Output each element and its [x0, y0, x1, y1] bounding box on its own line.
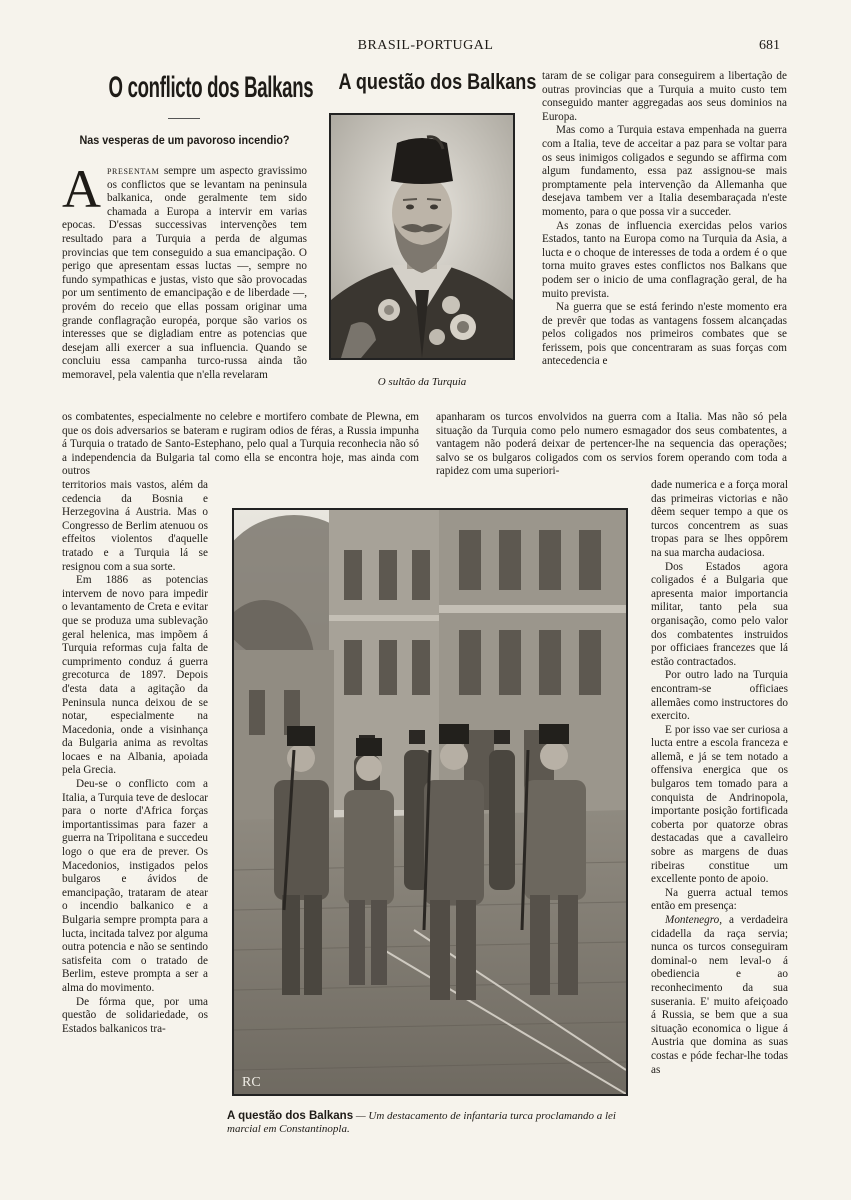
paragraph: Deu-se o conflicto com a Italia, a Turquia teve de deslocar para o norte d'Africa forças importantissimas para fazer a guerra na Tripolitana e succedeu logo o que era de prever. Os Macedonios, instigados pelos bulgaros e ávidos de emancipação, trataram de atear o incendio balkanico e a Bulgaria sempre prompta para a lucta, incitada talvez por alguma outra potencia e não se sentindo satisfeita com o tratado de Berlim, esteve prompta a ser a alma do movimento.	[62, 778, 209, 994]
article-right-narrow	[651, 479, 788, 1077]
paragraph	[651, 914, 788, 1077]
paragraph: As zonas de influencia exercidas pelos varios Estados, tanto na Europa como na Turquia da Asia, a lucta e o choque de interesses de toda a ordem é o que torna muito graves estes conflictos nos Balkans que podem ser o inicio de uma conflagração geral, de ha muito prevista.	[542, 219, 787, 300]
paragraph	[62, 159, 307, 383]
photo-caption-text: — Um destacamento de infantaria turca proclamando a lei marcial em Constantinopla.	[227, 1110, 616, 1135]
sultan-portrait-photo	[329, 113, 515, 360]
paragraph-continuation: dade numerica e a força moral das primeiras victorias e não dêem sequer tempo a que os turcos concentrem as suas tropas para se lhes oppôrem na sua marcha audaciosa.	[651, 479, 788, 559]
paragraph: E por isso vae ser curiosa a lucta entre a escola franceza e allemã, e já se tem notado a offensiva energica que os bulgaros tem tomado para a conquista de Andrinopola, importante posição fortificada coberta por quatorze obras destacadas que a cavalleiro sobre as margens de duas ribeiras constitue um excellente ponto de apoio.	[651, 723, 788, 886]
paragraph-continuation: taram de se coligar para conseguirem a libertação de outras provincias que a Turquia a muito custo tem conseguido manter aggregadas aos seus dominios na Europa.	[542, 70, 787, 123]
page-number: 681	[759, 38, 780, 53]
drop-cap: A	[62, 159, 101, 219]
article-right-column	[542, 70, 787, 369]
infantry-photo	[232, 508, 628, 1096]
paragraph-continuation: apanharam os turcos envolvidos na guerra com a Italia. Mas não só pela situação da Turquia como pelo numero esmagador dos seus combatentes, a vantagem não poderá deixar de pertencer-lhe na sequencia das operações; salvo se os bulgaros coligados com os servios forem operando com toda a rapidez com uma superiori-	[436, 411, 787, 478]
photo-caption-title: A questão dos Balkans	[227, 1110, 354, 1122]
article-right-wide-band	[436, 411, 787, 479]
left-article-title: O conflicto dos Balkans	[108, 71, 314, 104]
article-left-narrow	[62, 479, 208, 1036]
paragraph: De fórma que, por uma questão de solidariedade, os Estados balkanicos tra-	[62, 995, 208, 1035]
paragraph: Na guerra que se está ferindo n'este momento era de prevêr que todas as vantagens fossem alcançadas pelos coligados nos primeiros combates que se ferissem, pois que concentraram as suas forças com antecedencia e	[542, 301, 787, 368]
paragraph-text: a verdadeira cidadella da raça servia; nunca os turcos conseguiram dominal-o nem leval-o á obediencia e ao reconhecimento da sua suserania. E' muito afeiçoado á Russia, se bem que a sua situação economica o ligue á Austria que domina as suas costas e póde fechar-lhe todas as	[651, 914, 788, 1076]
paragraph-text: sempre um aspecto gravissimo os conflictos que se levantam na peninsula balkanica, onde geralmente tem sido chamada a Europa a intervir em varias epocas. D'essas successivas intervenções tem resultado para a Turquia a perda de algumas provincias que tem conseguido a sua emancipação. O perigo que apresentam essas luctas —, sempre no fundo sympathicas e justas, visto que são provocadas por um sentimento de emancipação e de liberdade —, provém do receio que ellas possam originar uma grande conflagração européa, porque são varios os interesses que se digladiam entre as potencias que desejam alli exercer a sua influencia. Quando se concluiu essa campanha turco-russa ainda tão memoravel, pela valentia que n'ella revelaram	[62, 165, 307, 381]
article-left-wide-band	[62, 411, 419, 479]
paragraph-continuation: os combatentes, especialmente no celebre e mortifero combate de Plewna, em que os dois adversarios se bateram e rugiram odios de féras, a Russia impunha á Turquia o tratado de Santo-Estephano, pelo qual a Turquia reconhecia não só a independencia da Bulgaria tal como ella se encontra hoje, mas ainda com outros	[62, 411, 419, 478]
paragraph: Na guerra actual temos então em presença:	[651, 886, 788, 913]
right-article-title: A questão dos Balkans	[338, 69, 537, 94]
infantry-illustration	[234, 510, 626, 1094]
portrait-illustration	[331, 115, 513, 358]
portrait-caption: O sultão da Turquia	[377, 376, 467, 388]
paragraph: Em 1886 as potencias intervem de novo para impedir o levantamento de Creta e evitar que se produza uma sublevação geral helenica, mas impõem á Turquia reformas cuja falta de cumprimento conduz á guerra grecoturca de 1897. Depois d'esta data a agitação da Peninsula nunca deixou de se notar, especialmente na Macedonia, onde a visinhança da Bulgaria anima as revoltas locaes e na Albania, apoiada pela Grecia.	[62, 574, 208, 777]
article-left-intro	[62, 159, 307, 383]
paragraph: Dos Estados agora coligados é a Bulgaria que apresenta maior importancia militar, tanto pela sua organisação, como pelo valor dos combatentes instruidos por officiaes francezes que lá estão contractados.	[651, 560, 788, 668]
title-divider	[168, 118, 200, 119]
paragraph: Por outro lado na Turquia encontram-se officiaes allemães como instructores do exercito.	[651, 669, 788, 723]
paragraph-continuation: territorios mais vastos, além da cedencia da Bosnia e Herzegovina á Austria. Mas o Congresso de Berlim atenuou os effeitos violentos d'aquelle tratado e a Turquia lá se resignou com a sua sorte.	[62, 479, 208, 573]
paragraph: Mas como a Turquia estava empenhada na guerra com a Italia, teve de acceitar a paz para se voltar para os seus inimigos coligados e segundo se affirma com algum fundamento, essa paz assignou-se mais promptamente pela intervenção da Allemanha que desejava tambem ver a Italia desembaraçada n'este momento, para o que possa vir a succeder.	[542, 124, 787, 218]
photo-caption	[227, 1110, 637, 1136]
running-title: BRASIL-PORTUGAL	[357, 38, 494, 53]
emphasis-text: Montenegro,	[665, 914, 723, 926]
left-article-subtitle: Nas vesperas de um pavoroso incendio?	[79, 133, 290, 147]
lead-word: presentam	[107, 165, 160, 177]
photo-monogram: RC	[242, 1075, 261, 1090]
